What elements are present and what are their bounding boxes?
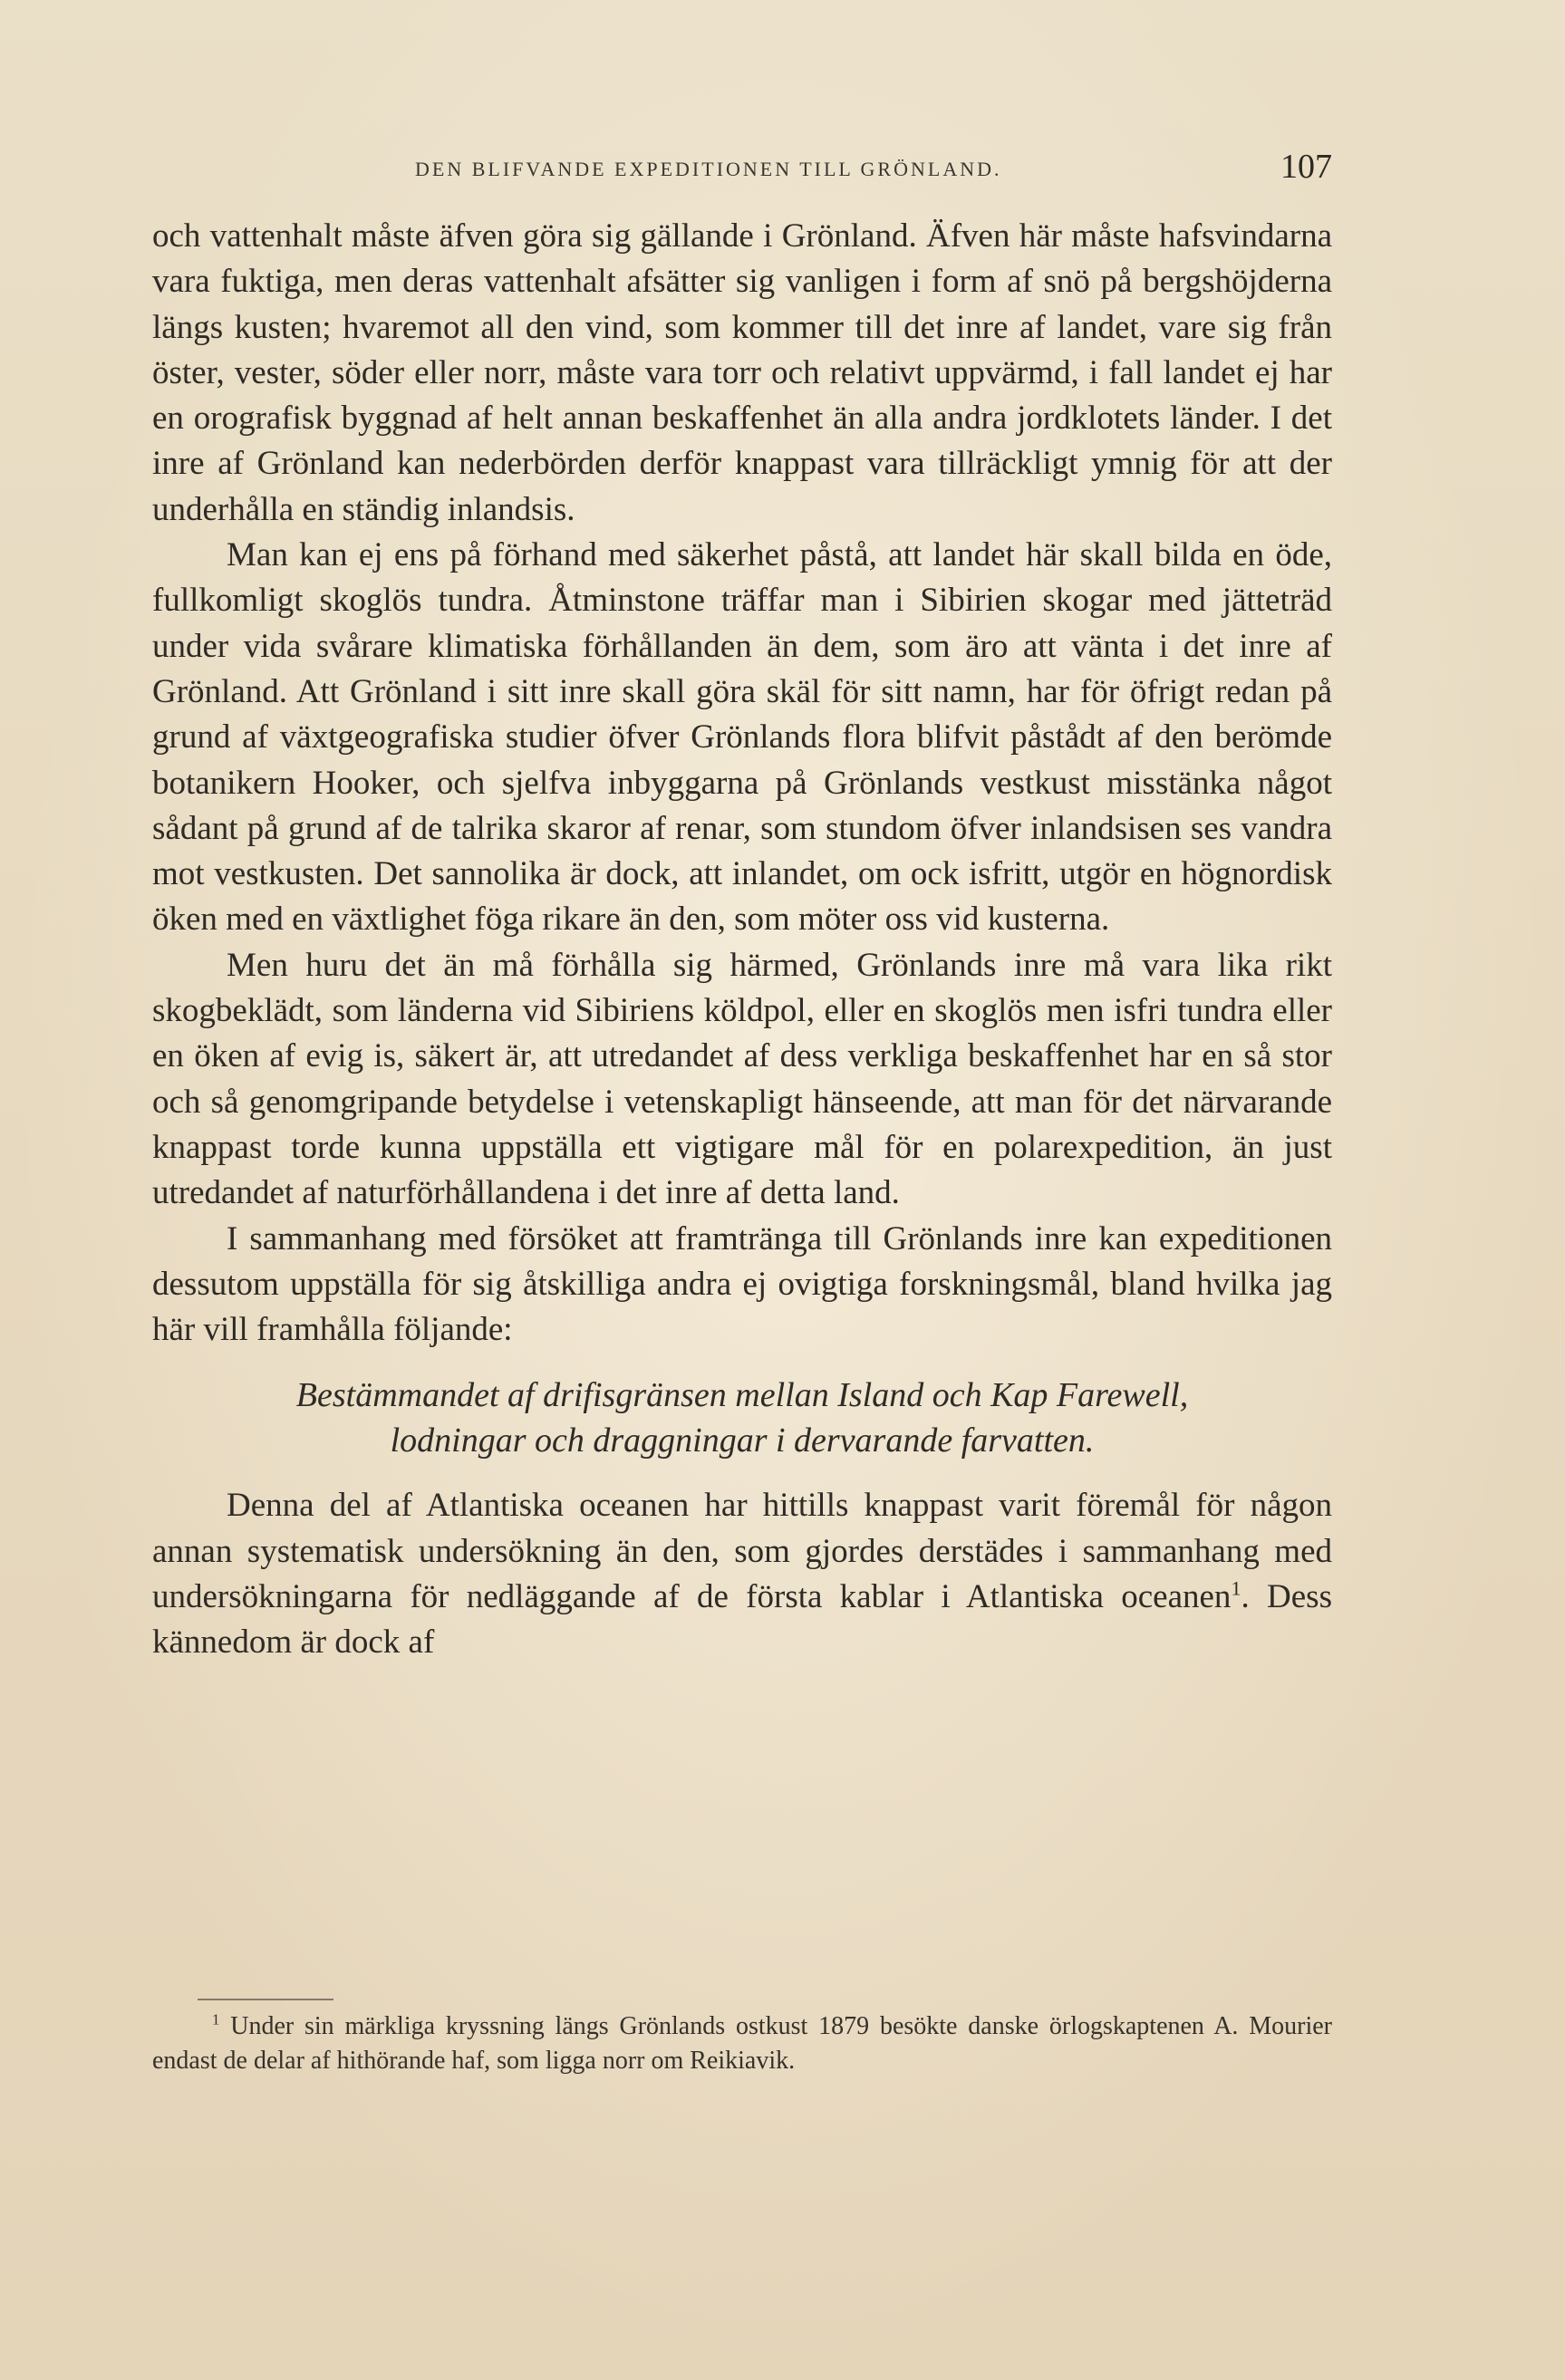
subheading-line-1: Bestämmandet af drifisgränsen mellan Island och Kap Farewell, [295, 1376, 1189, 1415]
paragraph: Man kan ej ens på förhand med säkerhet påstå, att landet här skall bilda en öde, fullkomligt skoglös tundra. Åtminstone träffar man i Sibirien skogar med jätteträd under vida svårare klimatiska förhållanden än dem, som äro att vänta i det inre af Grönland. Att Grönland i sitt inre skall göra skäl för sitt namn, har för öfrigt redan på grund af växtgeografiska studier öfver Grönlands flora blifvit påstådt af den berömde botanikern Hooker, och sjelfva inbyggarna på Grönlands vestkust misstänka något sådant på grund af de talrika skaror af renar, som stundom öfver inlandsisen ses vandra mot vestkusten. Det sannolika är dock, att inlandet, om ock isfritt, utgör en högnordisk öken med en växtlighet föga rikare än den, som möter oss vid kusterna. [152, 536, 1332, 939]
paragraph: och vattenhalt måste äfven göra sig gällande i Grönland. Äfven här måste hafsvindarna vara fuktiga, men deras vattenhalt afsätter sig vanligen i form af snö på bergshöjderna längs kusten; hvaremot all den vind, som kommer till det inre af landet, vare sig från öster, vester, söder eller norr, måste vara torr och relativt uppvärmd, i fall landet ej har en orografisk byggnad af helt annan beskaffenhet än alla andra jordklotets länder. I det inre af Grönland kan nederbörden derför knappast vara tillräckligt ymnig för att der underhålla en ständig inlandsis. [152, 217, 1332, 528]
running-head: DEN BLIFVANDE EXPEDITIONEN TILL GRÖNLAND. [415, 158, 1002, 180]
footnote-reference: 1 [1231, 1576, 1241, 1600]
footnote [152, 2009, 1332, 2078]
footnote-divider [198, 1999, 333, 2000]
page-number: 107 [1280, 148, 1332, 186]
paragraph-text-end: . Dess kännedom är dock af [152, 1578, 1332, 1662]
subheading-line-2: lodningar och draggningar i dervarande farvatten. [390, 1421, 1095, 1460]
footnote-text: Under sin märkliga kryssning längs Grönlands ostkust 1879 besökte danske örlogskaptenen A. Mourier endast de delar af hithörande haf, som ligga norr om Reikiavik. [152, 2012, 1332, 2075]
paragraph [152, 1483, 1332, 1665]
paragraph: I sammanhang med försöket att framtränga till Grönlands inre kan expeditionen dessutom uppställa för sig åtskilliga andra ej ovigtiga forskningsmål, bland hvilka jag här vill framhålla följande: [152, 1219, 1332, 1349]
paragraph: Men huru det än må förhålla sig härmed, Grönlands inre må vara lika rikt skogbeklädt, som länderna vid Sibiriens köldpol, eller en skoglös men isfri tundra eller en öken af evig is, säkert är, att utredandet af dess verkliga beskaffenhet har en så stor och så genomgripande betydelse i vetenskapligt hänseende, att man för det närvarande knappast torde kunna uppställa ett vigtigare mål för en polarexpedition, än just utredandet af naturförhållandena i det inre af detta land. [152, 946, 1332, 1212]
footnote-marker: 1 [212, 2010, 220, 2028]
page-header [152, 147, 1332, 192]
body-text [152, 214, 1332, 1666]
paragraph-text: Denna del af Atlantiska oceanen har hittills knappast varit föremål för någon annan systematisk undersökning än den, som gjordes derstädes i sammanhang med undersökningarna för nedläggande af de första kablar i Atlantiska oceanen [152, 1487, 1332, 1616]
section-subheading [152, 1373, 1332, 1463]
